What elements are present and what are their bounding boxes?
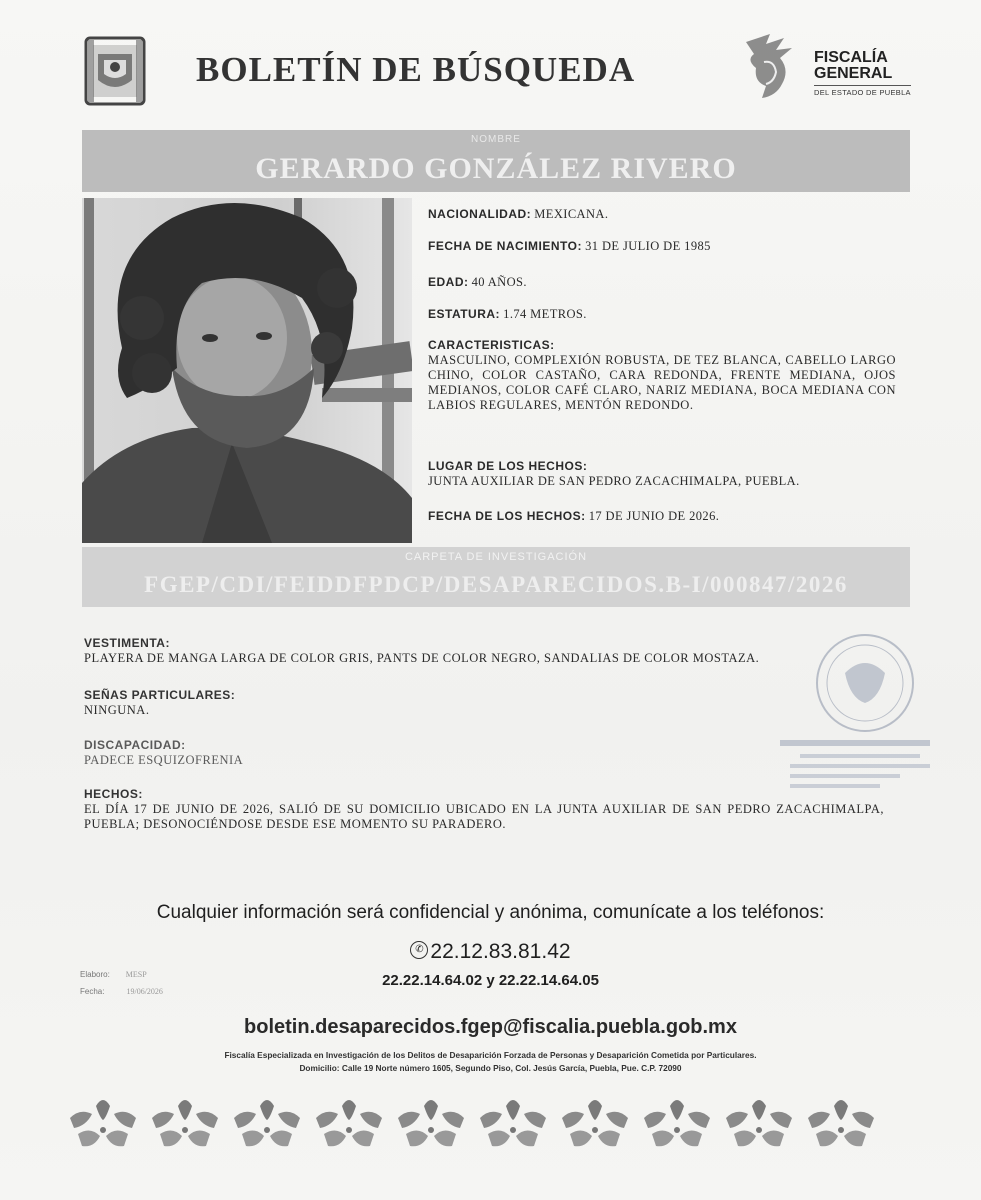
disability-value: PADECE ESQUIZOFRENIA [84, 753, 244, 767]
characteristics-value: MASCULINO, COMPLEXIÓN ROBUSTA, DE TEZ BLANCA, CABELLO LARGO CHINO, COLOR CASTAÑO, CARA REDONDA, FRENTE MEDIANA, OJOS MEDIANOS, COLOR CAFÉ CLARO, NARIZ MEDIANA, BOCA MEDIANA CON LABIOS REGULARES, MENTÓN REDONDO. [428, 353, 896, 412]
characteristics-block [428, 338, 896, 413]
nationality-label: NACIONALIDAD: [428, 207, 532, 221]
birthdate-label: FECHA DE NACIMIENTO: [428, 239, 582, 253]
person-name: GERARDO GONZÁLEZ RIVERO [255, 152, 737, 185]
prepared-by-note [80, 966, 163, 1000]
facts-label: HECHOS: [84, 787, 143, 801]
birthdate-value: 31 DE JULIO DE 1985 [585, 239, 711, 253]
characteristics-label: CARACTERISTICAS: [428, 338, 555, 352]
nationality-row [428, 207, 608, 222]
contact-intro: Cualquier información será confidencial y anónima, comunícate a los teléfonos: [156, 902, 825, 923]
main-phone-number[interactable]: 22.12.83.81.42 [430, 940, 571, 963]
prepared-by-value: MESP [125, 970, 147, 979]
height-value: 1.74 METROS. [503, 307, 587, 321]
alt-phones[interactable]: 22.22.14.64.02 y 22.22.14.64.05 [382, 972, 599, 989]
name-banner [82, 130, 910, 192]
birthdate-row [428, 239, 711, 254]
event-date-label: FECHA DE LOS HECHOS: [428, 509, 586, 523]
contact-email[interactable]: boletin.desaparecidos.fgep@fiscalia.puebla.gob.mx [244, 1016, 737, 1038]
page-title: BOLETÍN DE BÚSQUEDA [196, 50, 636, 89]
age-row [428, 275, 527, 290]
clothing-block [84, 636, 884, 666]
fiscalia-wordmark [814, 50, 911, 97]
nationality-value: MEXICANA. [534, 207, 609, 221]
disability-block [84, 738, 884, 768]
facts-value: EL DÍA 17 DE JUNIO DE 2026, SALIÓ DE SU DOMICILIO UBICADO EN LA JUNTA AUXILIAR DE SAN PEDRO ZACACHIMALPA, PUEBLA; DESONOCIÉNDOSE DESDE ESE MOMENTO SU PARADERO. [84, 802, 884, 831]
case-file-banner [82, 547, 910, 607]
puebla-crest-logo [84, 36, 146, 106]
marks-value: NINGUNA. [84, 703, 150, 717]
fiscalia-head-logo [740, 32, 800, 102]
event-date-value: 17 DE JUNIO DE 2026. [588, 509, 720, 523]
prepared-date-value: 19/06/2026 [126, 987, 163, 996]
case-file-number: FGEP/CDI/FEIDDFPDCP/DESAPARECIDOS.B-I/000847/2026 [144, 572, 848, 597]
place-block [428, 459, 896, 489]
event-date-row [428, 509, 719, 524]
place-label: LUGAR DE LOS HECHOS: [428, 459, 588, 473]
prepared-by-label: Elaboro: [80, 970, 110, 979]
agency-name-line1: FISCALÍA [814, 49, 888, 66]
marks-block [84, 688, 884, 718]
disability-label: DISCAPACIDAD: [84, 738, 186, 752]
age-value: 40 AÑOS. [471, 275, 527, 289]
place-value: JUNTA AUXILIAR DE SAN PEDRO ZACACHIMALPA, PUEBLA. [428, 474, 800, 488]
age-label: EDAD: [428, 275, 469, 289]
agency-name-line3: DEL ESTADO DE PUEBLA [814, 85, 911, 97]
marks-label: SEÑAS PARTICULARES: [84, 688, 236, 702]
height-label: ESTATURA: [428, 307, 501, 321]
name-label: NOMBRE [471, 134, 521, 145]
case-file-label: CARPETA DE INVESTIGACIÓN [404, 551, 588, 563]
person-photo [82, 198, 412, 543]
agency-name-line2: GENERAL [814, 65, 893, 82]
main-phone[interactable] [0, 940, 981, 964]
prepared-date-label: Fecha: [80, 987, 105, 996]
whatsapp-icon: ✆ [410, 941, 428, 959]
footer-agency-line: Fiscalía Especializada en Investigación de los Delitos de Desaparición Forzada de Personas y Desaparición Cometida por Particulares. [224, 1050, 757, 1060]
footer-address-line: Domicilio: Calle 19 Norte número 1605, Segundo Piso, Col. Jesús García, Puebla, Pue. C.P. 72090 [299, 1063, 682, 1073]
clothing-value: PLAYERA DE MANGA LARGA DE COLOR GRIS, PANTS DE COLOR NEGRO, SANDALIAS DE COLOR MOSTAZA. [84, 651, 760, 665]
decorative-ornament-row [70, 1092, 890, 1150]
height-row [428, 307, 587, 322]
clothing-label: VESTIMENTA: [84, 636, 170, 650]
facts-block [84, 787, 884, 832]
